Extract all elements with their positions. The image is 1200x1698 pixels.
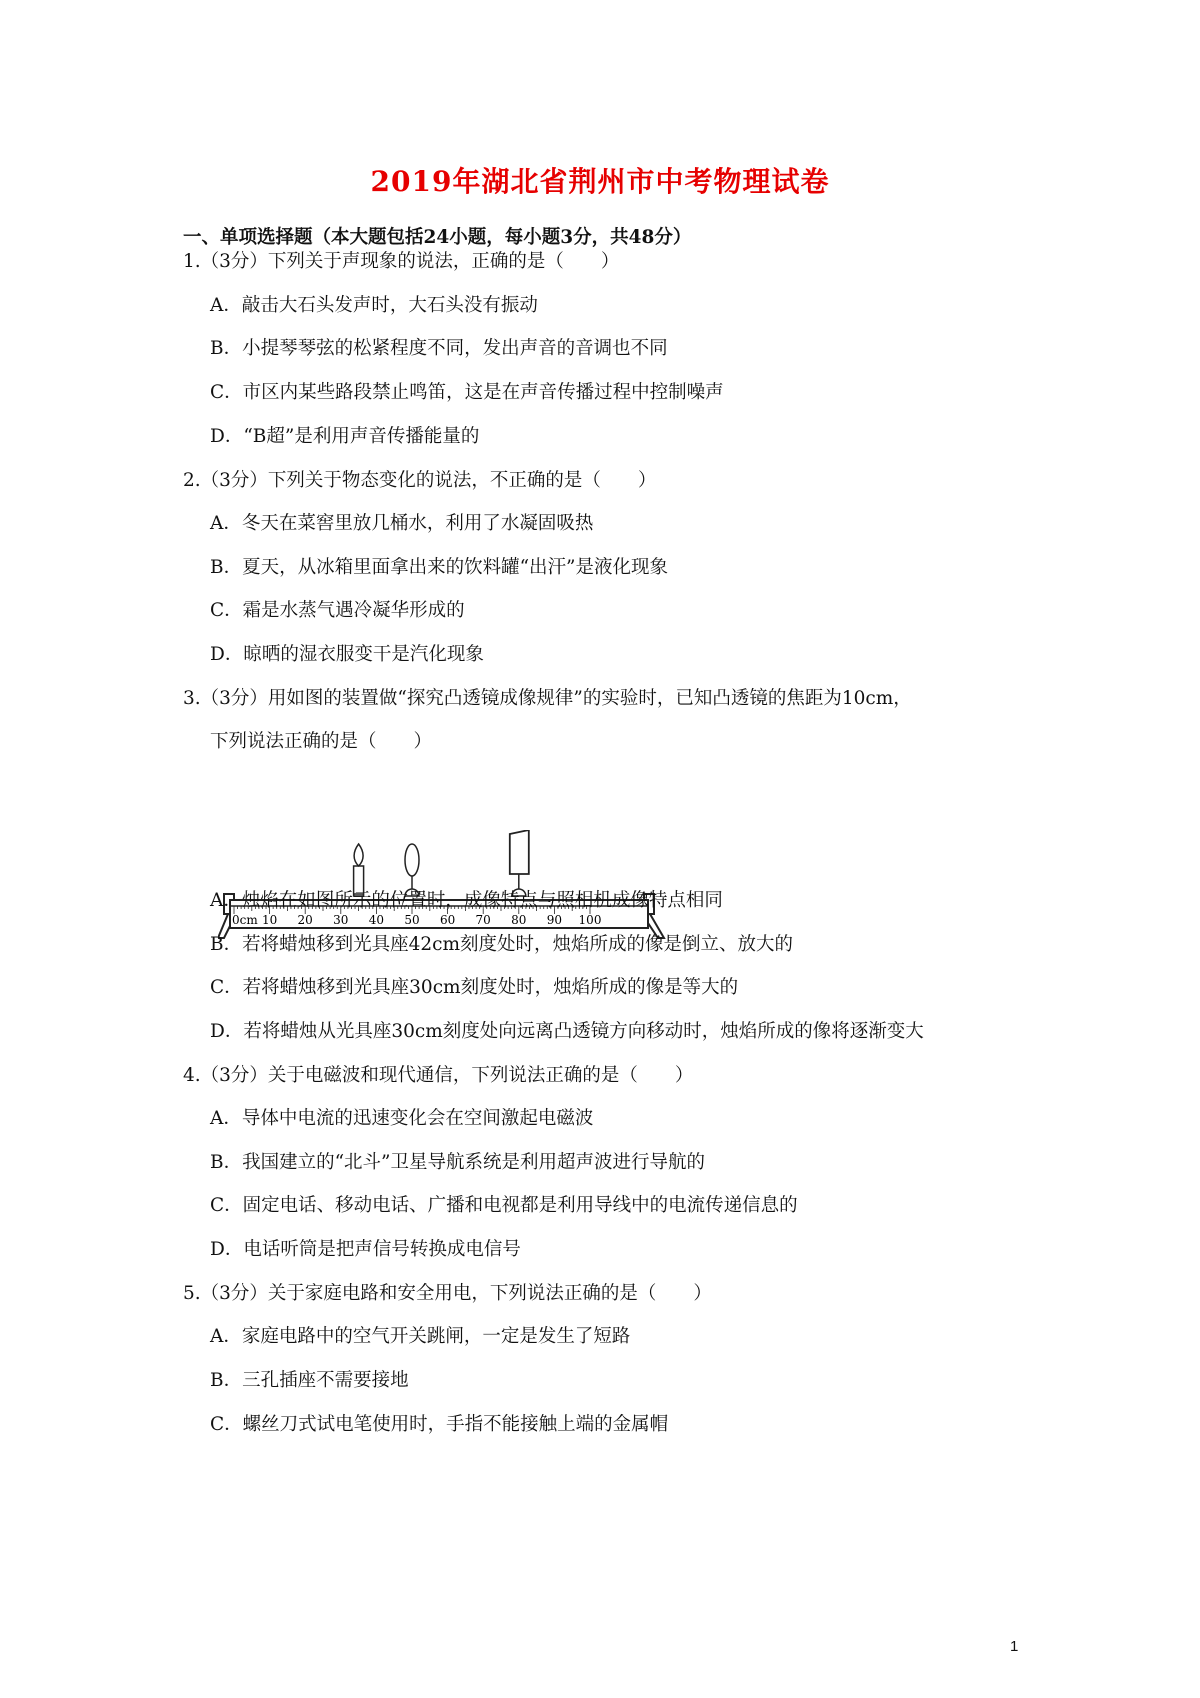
- question-3-stem-continued: 下列说法正确的是（ ）: [210, 731, 433, 752]
- scale-label: 30: [333, 913, 349, 927]
- question-1-option-c: C．市区内某些路段禁止鸣笛，这是在声音传播过程中控制噪声: [210, 382, 724, 403]
- question-2-option-c: C．霜是水蒸气遇冷凝华形成的: [210, 600, 465, 621]
- optical-bench-figure: [218, 830, 680, 940]
- scale-label: 20: [297, 913, 313, 927]
- scale-label: 60: [439, 913, 456, 927]
- question-3-option-b: B．若将蜡烛移到光具座42cm刻度处时，烛焰所成的像是倒立、放大的: [210, 934, 794, 955]
- scale-label: 0cm: [232, 913, 258, 927]
- page-title: 2019年湖北省荆州市中考物理试卷: [370, 165, 830, 198]
- scale-label: 90: [546, 913, 563, 927]
- question-3-option-d: D．若将蜡烛从光具座30cm刻度处向远离凸透镜方向移动时，烛焰所成的像将逐渐变大: [210, 1021, 924, 1042]
- scale-label: 40: [368, 913, 385, 927]
- question-3-option-a: A．烛焰在如图所示的位置时，成像特点与照相机成像特点相同: [210, 890, 723, 911]
- question-4-option-a: A．导体中电流的迅速变化会在空间激起电磁波: [210, 1108, 594, 1129]
- question-4-stem: 4.（3分）关于电磁波和现代通信，下列说法正确的是（ ）: [183, 1065, 694, 1086]
- scale-label: 100: [578, 913, 602, 927]
- section-heading: 一、单项选择题（本大题包括24小题，每小题3分，共48分）: [183, 227, 692, 248]
- question-3-option-c: C．若将蜡烛移到光具座30cm刻度处时，烛焰所成的像是等大的: [210, 977, 739, 998]
- question-5-option-b: B．三孔插座不需要接地: [210, 1370, 409, 1391]
- page-number: 1: [1010, 1638, 1019, 1655]
- question-1-option-a: A．敲击大石头发声时，大石头没有振动: [210, 295, 538, 316]
- question-1-stem: 1.（3分）下列关于声现象的说法，正确的是（ ）: [183, 251, 620, 272]
- scale-label: 50: [404, 913, 420, 927]
- question-2-option-d: D．晾晒的湿衣服变干是汽化现象: [210, 644, 484, 665]
- question-2-stem: 2.（3分）下列关于物态变化的说法，不正确的是（ ）: [183, 470, 657, 491]
- question-4-option-d: D．电话听筒是把声信号转换成电信号: [210, 1239, 521, 1260]
- question-5-stem: 5.（3分）关于家庭电路和安全用电，下列说法正确的是（ ）: [183, 1283, 712, 1304]
- question-2-option-b: B．夏天，从冰箱里面拿出来的饮料罐“出汗”是液化现象: [210, 557, 669, 578]
- question-4-option-b: B．我国建立的“北斗”卫星导航系统是利用超声波进行导航的: [210, 1152, 706, 1173]
- question-4-option-c: C．固定电话、移动电话、广播和电视都是利用导线中的电流传递信息的: [210, 1195, 798, 1216]
- scale-label: 80: [511, 913, 527, 927]
- question-5-option-a: A．家庭电路中的空气开关跳闸，一定是发生了短路: [210, 1326, 631, 1347]
- question-1-option-b: B．小提琴琴弦的松紧程度不同，发出声音的音调也不同: [210, 338, 668, 359]
- question-1-option-d: D．“B超”是利用声音传播能量的: [210, 426, 480, 447]
- question-5-option-c: C．螺丝刀式试电笔使用时，手指不能接触上端的金属帽: [210, 1414, 669, 1435]
- question-3-stem: 3.（3分）用如图的装置做“探究凸透镜成像规律”的实验时，已知凸透镜的焦距为10cm，: [183, 688, 912, 709]
- scale-label: 70: [475, 913, 491, 927]
- question-2-option-a: A．冬天在菜窖里放几桶水，利用了水凝固吸热: [210, 513, 594, 534]
- scale-label: 10: [261, 913, 278, 927]
